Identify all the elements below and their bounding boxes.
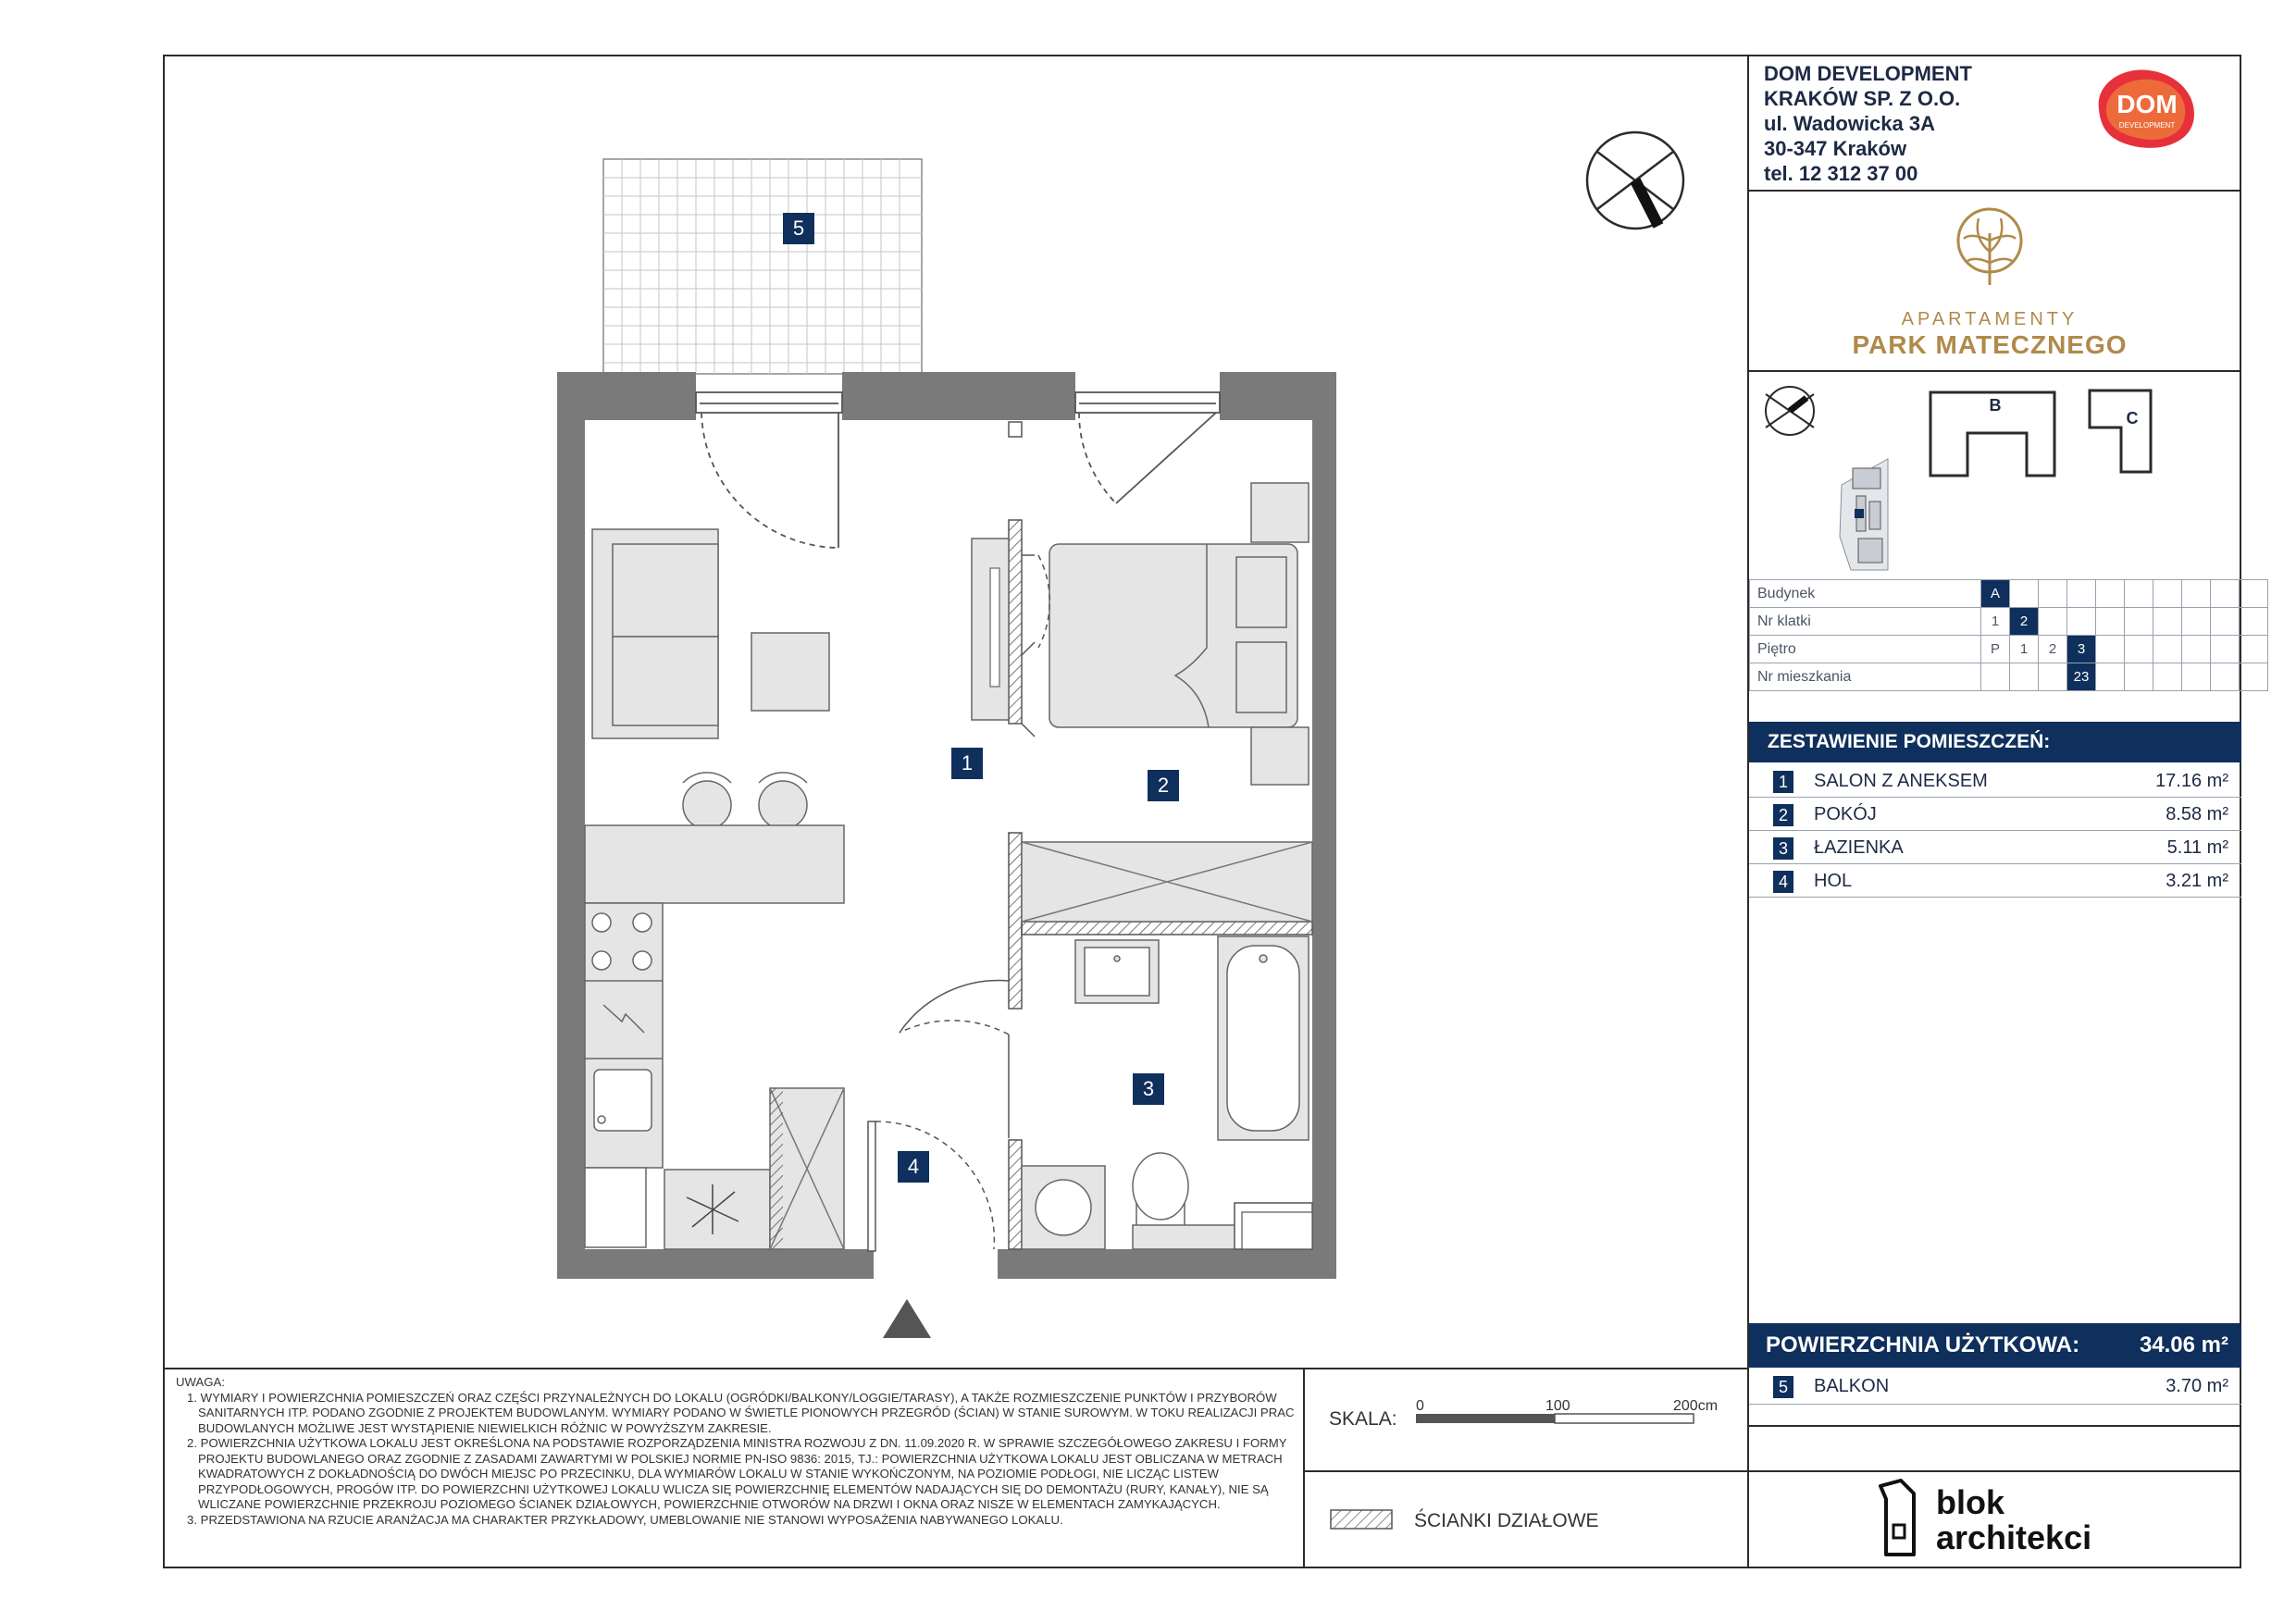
room-area: 17.16 m² — [2155, 771, 2228, 791]
partition-hatch-icon — [1331, 1510, 1392, 1529]
dom-development-logo — [2090, 65, 2203, 152]
kitchen-counter — [585, 825, 844, 903]
room-row — [1749, 799, 2241, 831]
location-row — [1750, 608, 2268, 636]
sofa — [592, 529, 718, 738]
bar-stools — [683, 773, 807, 829]
room-number-badge: 5 — [1773, 1376, 1793, 1398]
washing-machine — [1022, 1166, 1105, 1249]
location-cell — [2039, 663, 2067, 691]
room-row — [1749, 833, 2241, 864]
balcony-door — [696, 392, 842, 548]
location-cell: 1 — [2010, 636, 2039, 663]
location-cell — [2125, 608, 2153, 636]
entrance-arrow-icon — [883, 1299, 931, 1338]
location-cell — [2182, 608, 2211, 636]
room-number-badge: 3 — [1773, 837, 1793, 860]
location-cell — [2153, 663, 2182, 691]
fridge — [585, 1168, 646, 1247]
legend — [1327, 1503, 1716, 1541]
location-cell — [2240, 608, 2268, 636]
north-compass-icon — [1584, 130, 1686, 236]
room-name: HOL — [1814, 871, 1853, 891]
room-row — [1749, 866, 2241, 898]
bath-partition — [1009, 833, 1022, 1009]
room-name: ŁAZIENKA — [1814, 837, 1904, 858]
nightstand — [1251, 483, 1309, 542]
location-cell — [2096, 663, 2125, 691]
location-row — [1750, 636, 2268, 663]
plan-room-5-badge: 5 — [783, 213, 814, 244]
total-area-label: POWIERZCHNIA UŻYTKOWA: — [1766, 1332, 2080, 1357]
bedroom-window — [1075, 392, 1220, 503]
location-cell — [2125, 580, 2153, 608]
location-cell — [2240, 636, 2268, 663]
architect-building-icon — [1880, 1481, 1914, 1555]
scale-bar — [1314, 1388, 1740, 1457]
notes-block — [176, 1375, 1296, 1528]
room-number-badge: 1 — [1773, 771, 1793, 793]
note-item: 3. PRZEDSTAWIONA NA RZUCIE ARANŻACJA MA CHARAKTER PRZYKŁADOWY, UMEBLOWANIE NIE STANOWI WYPOSAŻENIA NABYWANEGO LOKALU. — [187, 1512, 1063, 1527]
project-line1: APARTAMENTY — [1901, 309, 2079, 329]
location-row — [1750, 663, 2268, 691]
notes-divider — [163, 1368, 1749, 1369]
location-cell: 2 — [2010, 608, 2039, 636]
company-line: 30-347 Kraków — [1764, 137, 1907, 160]
location-cell — [2182, 663, 2211, 691]
scale-segment-dark — [1416, 1414, 1555, 1423]
total-area-value: 34.06 m² — [2139, 1332, 2228, 1357]
location-cell: 23 — [2067, 663, 2096, 691]
notes-scale-divider — [1303, 1368, 1305, 1568]
scale-tick-200: 200cm — [1673, 1398, 1719, 1414]
logo-subtext: DEVELOPMENT — [2118, 121, 2176, 130]
location-cell — [2096, 580, 2125, 608]
panel-rule-3 — [1747, 1470, 2241, 1472]
location-cell — [2125, 663, 2153, 691]
duct — [1009, 422, 1022, 437]
location-cell — [2211, 580, 2240, 608]
toilet — [1133, 1153, 1236, 1249]
location-cell — [2211, 636, 2240, 663]
location-cell — [2153, 608, 2182, 636]
kitchen-units — [585, 903, 663, 1168]
plan-room-1-badge: 1 — [951, 748, 983, 779]
company-address — [1764, 61, 1972, 186]
project-line2: PARK MATECZNEGO — [1852, 330, 2128, 359]
notes-title: UWAGA: — [176, 1375, 225, 1389]
note-item: 1. WYMIARY I POWIERZCHNIA POMIESZCZEŃ ORAZ CZĘŚCI PRZYNALEŻNYCH DO LOKALU (OGRÓDKI/BALKONY/LOGGIE/TARASY), A TAKŻE ROZMIESZCZENIE PUNKTÓW I PRZYBORÓW SANITARNYCH ITP. PODANO ZGODNIE Z PROJEKTEM BUDOWLANYM. WYMIARY PODANO W ŚWIETLE PIONOWYCH PRZEGRÓD (ŚCIAN) W STANIE SUROWYM. W TOKU REALIZACJI PRAC BUDOWLANYCH MOŻLIWE JEST WYSTĄPIENIE NIEWIELKICH RÓŻNIC W POWYŻSZYM ZAKRESIE. — [187, 1390, 1295, 1435]
location-cell: 2 — [2039, 636, 2067, 663]
blok-architekci-logo — [1877, 1477, 2127, 1565]
scale-tick-100: 100 — [1545, 1398, 1570, 1414]
location-cell: A — [1981, 580, 2010, 608]
scale-tick-0: 0 — [1416, 1398, 1424, 1414]
location-label: Nr mieszkania — [1750, 663, 1981, 691]
room-area: 8.58 m² — [2166, 804, 2228, 824]
legend-label: ŚCIANKI DZIAŁOWE — [1414, 1510, 1599, 1531]
balcony-tiles — [603, 159, 922, 374]
balcony-row — [1749, 1371, 2241, 1405]
location-cell — [2039, 608, 2067, 636]
location-cell — [2211, 663, 2240, 691]
location-label: Piętro — [1750, 636, 1981, 663]
location-cell — [2010, 580, 2039, 608]
location-cell — [2211, 608, 2240, 636]
room-area: 3.21 m² — [2166, 871, 2228, 891]
plan-room-2-badge: 2 — [1148, 770, 1179, 801]
keyplan — [1758, 379, 2240, 578]
location-cell — [2010, 663, 2039, 691]
note-item: 2. POWIERZCHNIA UŻYTKOWA LOKALU JEST OKREŚLONA NA PODSTAWIE ROZPORZĄDZENIA MINISTRA ROZWOJU Z DN. 11.09.2020 R. W SPRAWIE SZCZEGÓŁOWEGO ZAKRESU I FORMY PROJEKTU BUDOWLANEGO ORAZ ZGODNIE Z ZASADAMI ZAWARTYMI W POLSKIEJ NORMIE PN-ISO 9836: 2015, TJ.: POWIERZCHNIA UŻYTKOWA LOKALU JEST OBLICZANA W METRACH KWADRATOWYCH Z DOKŁADNOŚCIĄ DO DWÓCH MIEJSC PO PRZECINKU, DLA WYMIARÓW LOKALU W STANIE WYKOŃCZONYM, NA POZIOMIE PODŁOGI, NIE LICZĄC LISTEW PRZYPODŁOGOWYCH, PROGÓW ITP. DO POWIERZCHNI UŻYTKOWEJ LOKALU WLICZA SIĘ POWIERZCHNIĘ ELEMENTÓW NADAJĄCYCH SIĘ DO DEMONTAŻU (RURY, KANAŁY), NIE SĄ WLICZANE POWIERZCHNIE PRZEKROJU POZIOMEGO ŚCIANEK DZIAŁOWYCH, POWIERZCHNIE OTWORÓW NA DRZWI I OKNA ORAZ NISZE W ELEMENTACH ZAMYKAJĄCYCH. — [187, 1436, 1287, 1511]
room-area: 3.70 m² — [2166, 1376, 2228, 1396]
keyplan-label-b: B — [1989, 396, 2002, 415]
plan-room-3-badge: 3 — [1133, 1073, 1164, 1105]
location-cell — [2153, 636, 2182, 663]
location-cell — [2240, 663, 2268, 691]
room-name: POKÓJ — [1814, 804, 1877, 824]
company-line: KRAKÓW SP. Z O.O. — [1764, 87, 1961, 110]
bedroom-partition — [1009, 520, 1022, 724]
location-cell: 3 — [2067, 636, 2096, 663]
location-cell: P — [1981, 636, 2010, 663]
location-cell — [2240, 580, 2268, 608]
wardrobe-hall — [664, 1088, 844, 1249]
location-label: Nr klatki — [1750, 608, 1981, 636]
location-table — [1749, 579, 2268, 691]
location-label: Budynek — [1750, 580, 1981, 608]
location-cell: 1 — [1981, 608, 2010, 636]
panel-rule-2 — [1747, 370, 2241, 372]
room-name: BALKON — [1814, 1376, 1890, 1396]
bath-partition — [1022, 922, 1312, 935]
nightstand — [1251, 727, 1309, 785]
total-area-bar — [1749, 1323, 2241, 1368]
project-name — [1842, 202, 2138, 360]
location-cell — [2096, 608, 2125, 636]
location-cell — [2125, 636, 2153, 663]
location-cell — [2182, 580, 2211, 608]
scale-label: SKALA: — [1329, 1408, 1397, 1430]
room-row — [1749, 766, 2241, 798]
location-cell — [2067, 580, 2096, 608]
company-line: tel. 12 312 37 00 — [1764, 162, 1918, 185]
location-cell — [2039, 580, 2067, 608]
location-row — [1750, 580, 2268, 608]
bathtub — [1218, 936, 1309, 1140]
architect-line2: architekci — [1936, 1518, 2092, 1556]
room-area: 5.11 m² — [2166, 837, 2228, 858]
scale-segment-light — [1555, 1414, 1694, 1423]
washbasin — [1075, 940, 1159, 1003]
company-line: DOM DEVELOPMENT — [1764, 62, 1972, 85]
location-cell — [2067, 608, 2096, 636]
coffee-table — [751, 633, 829, 711]
architect-line1: blok — [1936, 1483, 2005, 1521]
balcony-rule — [1747, 1425, 2241, 1427]
room-name: SALON Z ANEKSEM — [1814, 771, 1988, 791]
logo-text: DOM — [2116, 90, 2178, 118]
rooms-heading: ZESTAWIENIE POMIESZCZEŃ: — [1749, 722, 2241, 762]
company-line: ul. Wadowicka 3A — [1764, 112, 1936, 135]
bath-partition — [1009, 1140, 1022, 1249]
keyplan-label-c: C — [2126, 409, 2139, 427]
location-cell — [2153, 580, 2182, 608]
keyplan-compass-icon — [1766, 387, 1814, 435]
location-cell — [2182, 636, 2211, 663]
room-number-badge: 2 — [1773, 804, 1793, 826]
location-cell — [2096, 636, 2125, 663]
bed — [1049, 544, 1297, 727]
scale-legend-divider — [1303, 1470, 1749, 1472]
site-minimap — [1840, 459, 1888, 570]
panel-rule-1 — [1747, 190, 2241, 192]
room-number-badge: 4 — [1773, 871, 1793, 893]
keyplan-building-c — [2090, 390, 2151, 472]
plan-room-4-badge: 4 — [898, 1151, 929, 1183]
location-cell — [1981, 663, 2010, 691]
